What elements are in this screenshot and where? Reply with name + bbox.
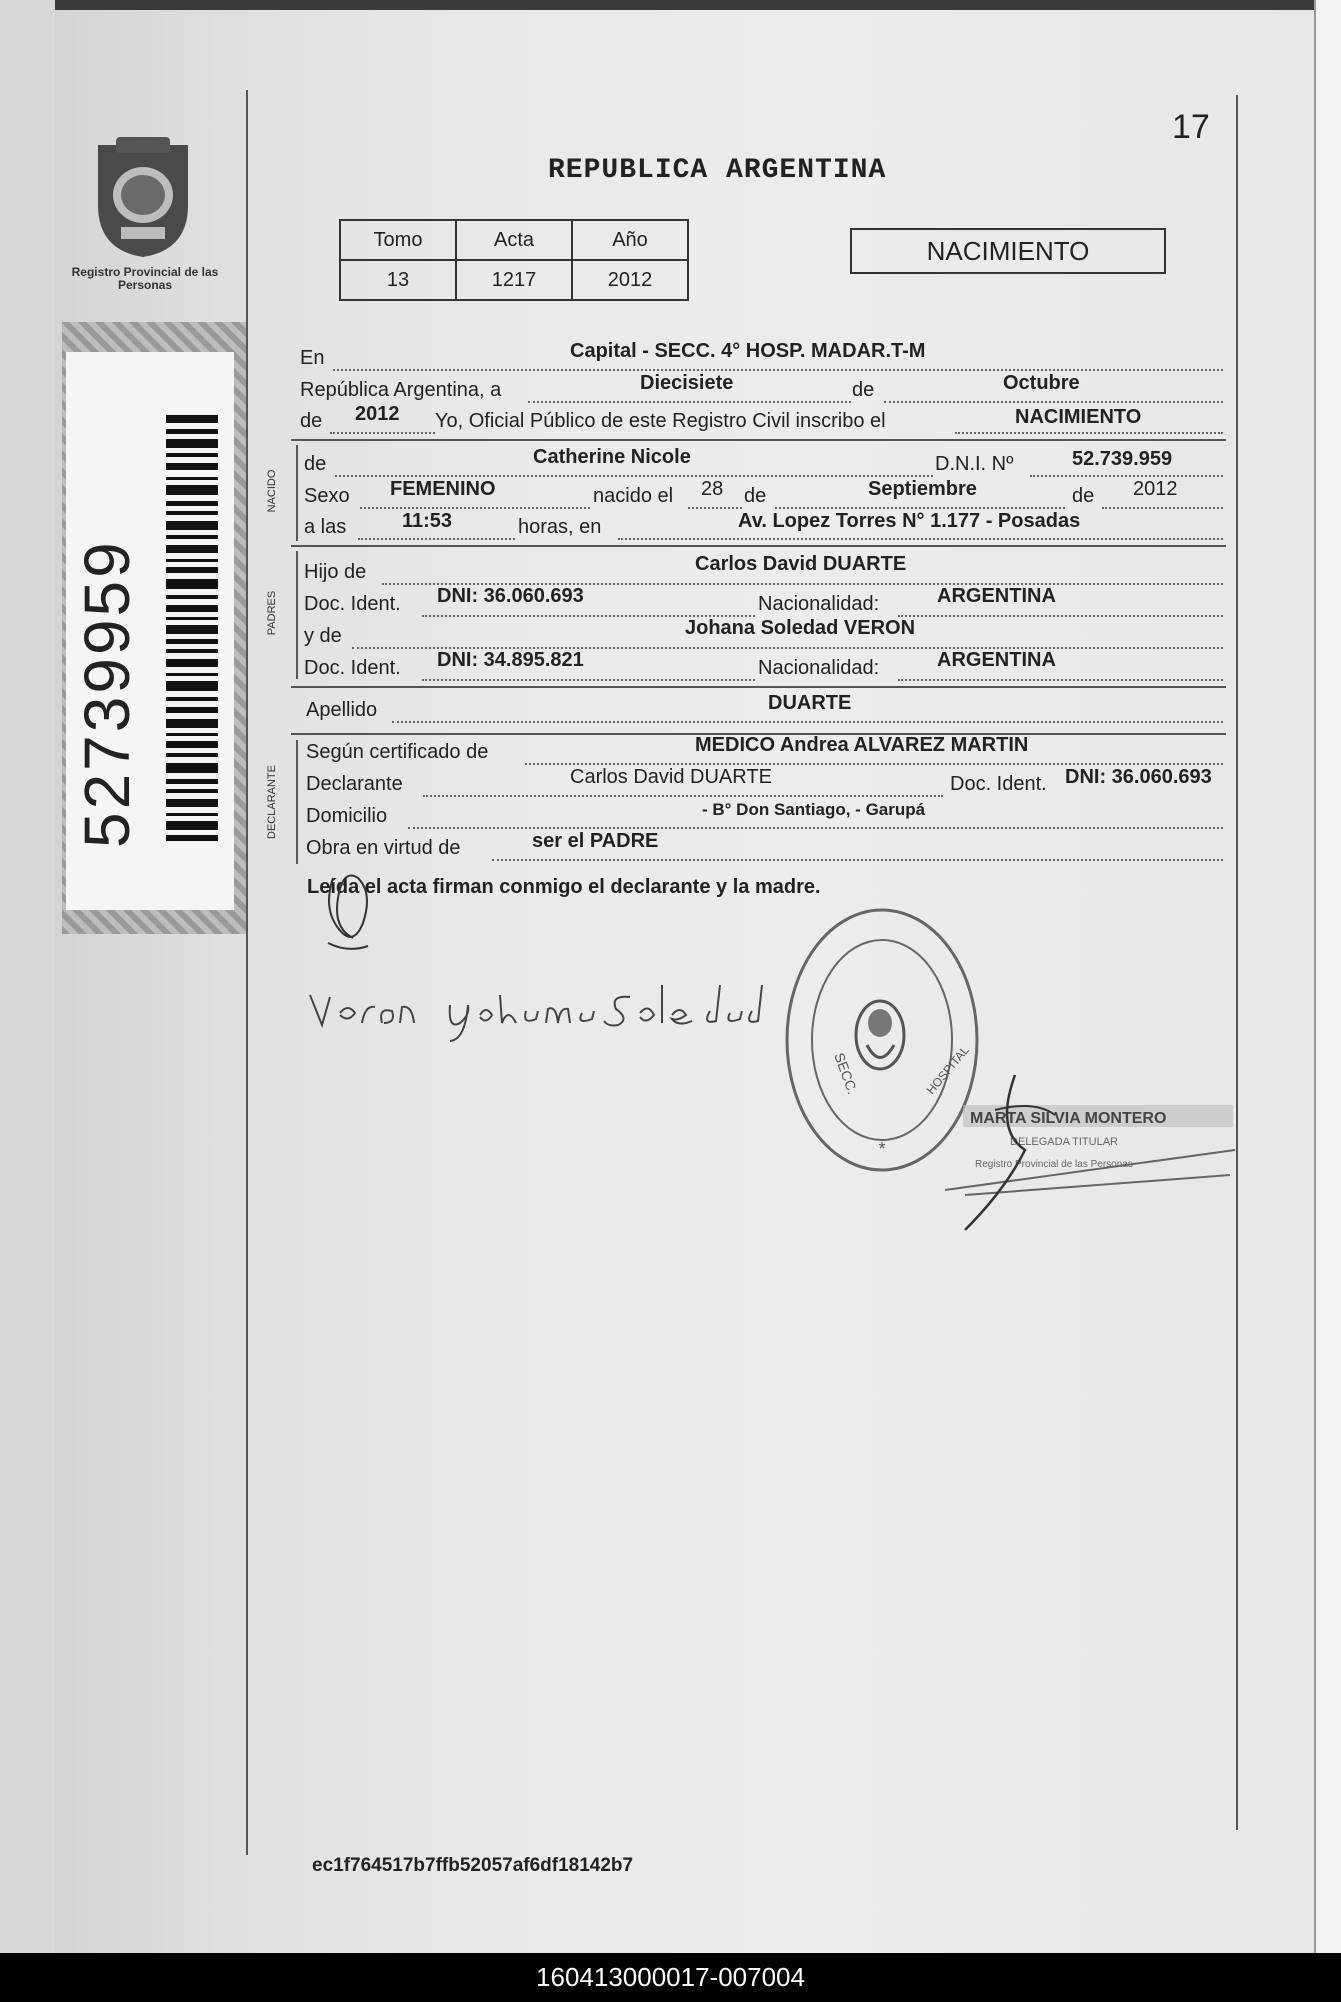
svg-text:HOSPITAL: HOSPITAL bbox=[923, 1043, 972, 1097]
dotted-rule bbox=[330, 432, 435, 434]
section-bar-declarante bbox=[296, 740, 298, 864]
value-padre-nac: ARGENTINA bbox=[937, 585, 1056, 607]
label-nacionalidad-padre: Nacionalidad: bbox=[758, 593, 880, 615]
label-de-mes: de bbox=[744, 485, 767, 507]
dotted-rule bbox=[422, 679, 755, 681]
header-tomo: Tomo bbox=[340, 220, 456, 260]
value-tomo: 13 bbox=[340, 260, 456, 300]
dotted-rule bbox=[335, 475, 933, 477]
label-doc-ident-madre: Doc. Ident. bbox=[304, 657, 401, 679]
svg-text:*: * bbox=[878, 1139, 886, 1159]
dotted-rule bbox=[898, 679, 1223, 681]
label-a-las: a las bbox=[304, 516, 347, 538]
scan-left-margin bbox=[0, 0, 55, 1953]
value-mes: Octubre bbox=[1003, 372, 1080, 394]
svg-text:SECC.: SECC. bbox=[831, 1050, 861, 1097]
value-inscribo: NACIMIENTO bbox=[1015, 406, 1142, 428]
dotted-rule bbox=[360, 507, 590, 509]
label-declarante: Declarante bbox=[306, 773, 403, 795]
label-hijo-de: Hijo de bbox=[304, 561, 367, 583]
dotted-rule bbox=[898, 615, 1223, 617]
value-sexo: FEMENINO bbox=[390, 478, 496, 500]
label-horas-en: horas, en bbox=[518, 516, 602, 538]
value-dni: 52.739.959 bbox=[1072, 448, 1173, 470]
value-madre: Johana Soledad VERON bbox=[685, 617, 916, 639]
value-padre: Carlos David DUARTE bbox=[695, 553, 907, 575]
section-separator bbox=[291, 545, 1226, 547]
dotted-rule bbox=[1102, 507, 1223, 509]
label-de: de bbox=[852, 379, 875, 401]
document-hash: ec1f764517b7ffb52057af6df18142b7 bbox=[312, 1855, 634, 1876]
label-republica-a: República Argentina, a bbox=[300, 379, 502, 401]
dotted-rule bbox=[688, 507, 742, 509]
label-de-anio: de bbox=[300, 410, 323, 432]
barcode-icon bbox=[166, 415, 218, 845]
mother-signature-icon bbox=[300, 975, 800, 1045]
initials-signature-icon bbox=[318, 868, 378, 958]
dotted-rule bbox=[392, 721, 1223, 723]
value-anio: 2012 bbox=[355, 403, 400, 425]
value-lugar: Capital - SECC. 4° HOSP. MADAR.T-M bbox=[570, 340, 926, 362]
dotted-rule bbox=[884, 401, 1223, 403]
section-separator bbox=[291, 439, 1226, 441]
dotted-rule bbox=[358, 538, 515, 540]
dotted-rule bbox=[955, 432, 1223, 434]
header-acta: Acta bbox=[456, 220, 572, 260]
label-dni: D.N.I. Nº bbox=[935, 453, 1014, 475]
label-de-nombre: de bbox=[304, 453, 327, 475]
page-number: 17 bbox=[1172, 108, 1210, 146]
dotted-rule bbox=[528, 401, 851, 403]
svg-text:MARTA SILVIA MONTERO: MARTA SILVIA MONTERO bbox=[970, 1110, 1167, 1127]
value-hora: 11:53 bbox=[402, 510, 453, 532]
value-virtud: ser el PADRE bbox=[532, 830, 659, 852]
value-madre-dni: DNI: 34.895.821 bbox=[437, 649, 584, 671]
label-nacido-el: nacido el bbox=[593, 485, 674, 507]
section-label-declarante: DECLARANTE bbox=[266, 765, 278, 839]
dotted-rule bbox=[423, 795, 943, 797]
value-madre-nac: ARGENTINA bbox=[937, 649, 1056, 671]
dotted-rule bbox=[492, 859, 1223, 861]
label-segun-certificado: Según certificado de bbox=[306, 741, 489, 763]
label-yo-oficial: Yo, Oficial Público de este Registro Civil inscribo el bbox=[435, 410, 886, 432]
dotted-rule bbox=[618, 538, 1223, 540]
svg-text:DELEGADA TITULAR: DELEGADA TITULAR bbox=[1010, 1136, 1118, 1148]
label-nacionalidad-madre: Nacionalidad: bbox=[758, 657, 880, 679]
value-domicilio: - B° Don Santiago, - Garupá bbox=[702, 800, 926, 819]
value-lugar-nac: Av. Lopez Torres N° 1.177 - Posadas bbox=[738, 510, 1081, 532]
dotted-rule bbox=[1030, 475, 1223, 477]
record-type-box: NACIMIENTO bbox=[850, 228, 1166, 274]
value-acta: 1217 bbox=[456, 260, 572, 300]
label-doc-ident-padre: Doc. Ident. bbox=[304, 593, 401, 615]
footer-id-bar: 160413000017-007004 bbox=[0, 1953, 1341, 2002]
value-anio-nac: 2012 bbox=[1133, 478, 1178, 500]
section-label-nacido: NACIDO bbox=[266, 469, 278, 513]
value-mes-nac: Septiembre bbox=[868, 478, 977, 500]
registrar-stamp-icon bbox=[935, 1070, 1240, 1240]
tomo-acta-anio-table bbox=[339, 219, 689, 301]
value-dia-nac: 28 bbox=[701, 478, 724, 500]
scan-right-margin bbox=[1314, 0, 1341, 1953]
svg-text:Registro Provincial de las Per: Registro Provincial de las Personas bbox=[975, 1159, 1133, 1170]
closing-statement: Leída el acta firman conmigo el declarante y la madre. bbox=[307, 876, 821, 898]
label-de-anio-nac: de bbox=[1072, 485, 1095, 507]
right-frame-line bbox=[1236, 95, 1238, 1830]
label-sexo: Sexo bbox=[304, 485, 350, 507]
label-apellido: Apellido bbox=[306, 699, 378, 721]
label-en: En bbox=[300, 347, 325, 369]
value-apellido: DUARTE bbox=[768, 692, 852, 714]
dotted-rule bbox=[525, 763, 1223, 765]
barcode-number: 52739959 bbox=[71, 539, 143, 848]
header-anio: Año bbox=[572, 220, 688, 260]
label-obra-en-virtud: Obra en virtud de bbox=[306, 837, 461, 859]
value-certificado: MEDICO Andrea ALVAREZ MARTIN bbox=[695, 734, 1029, 756]
value-dia: Diecisiete bbox=[640, 372, 734, 394]
left-frame-line bbox=[246, 90, 248, 1855]
document-title: REPUBLICA ARGENTINA bbox=[548, 155, 887, 186]
section-label-padres: PADRES bbox=[266, 590, 278, 636]
value-declarante-dni: DNI: 36.060.693 bbox=[1065, 766, 1212, 788]
value-nombre: Catherine Nicole bbox=[533, 446, 691, 468]
dotted-rule bbox=[333, 369, 1223, 371]
province-crest-icon bbox=[88, 135, 198, 260]
value-padre-dni: DNI: 36.060.693 bbox=[437, 585, 584, 607]
value-anio: 2012 bbox=[572, 260, 688, 300]
label-domicilio: Domicilio bbox=[306, 805, 388, 827]
dotted-rule bbox=[775, 507, 1065, 509]
dotted-rule bbox=[408, 827, 1223, 829]
label-doc-ident-declarante: Doc. Ident. bbox=[950, 773, 1047, 795]
section-bar-nacido bbox=[296, 445, 298, 541]
section-bar-padres bbox=[296, 551, 298, 679]
section-separator bbox=[291, 686, 1226, 688]
value-declarante: Carlos David DUARTE bbox=[570, 766, 772, 788]
registry-label: Registro Provincial de las Personas bbox=[71, 265, 219, 292]
label-y-de: y de bbox=[304, 625, 342, 647]
